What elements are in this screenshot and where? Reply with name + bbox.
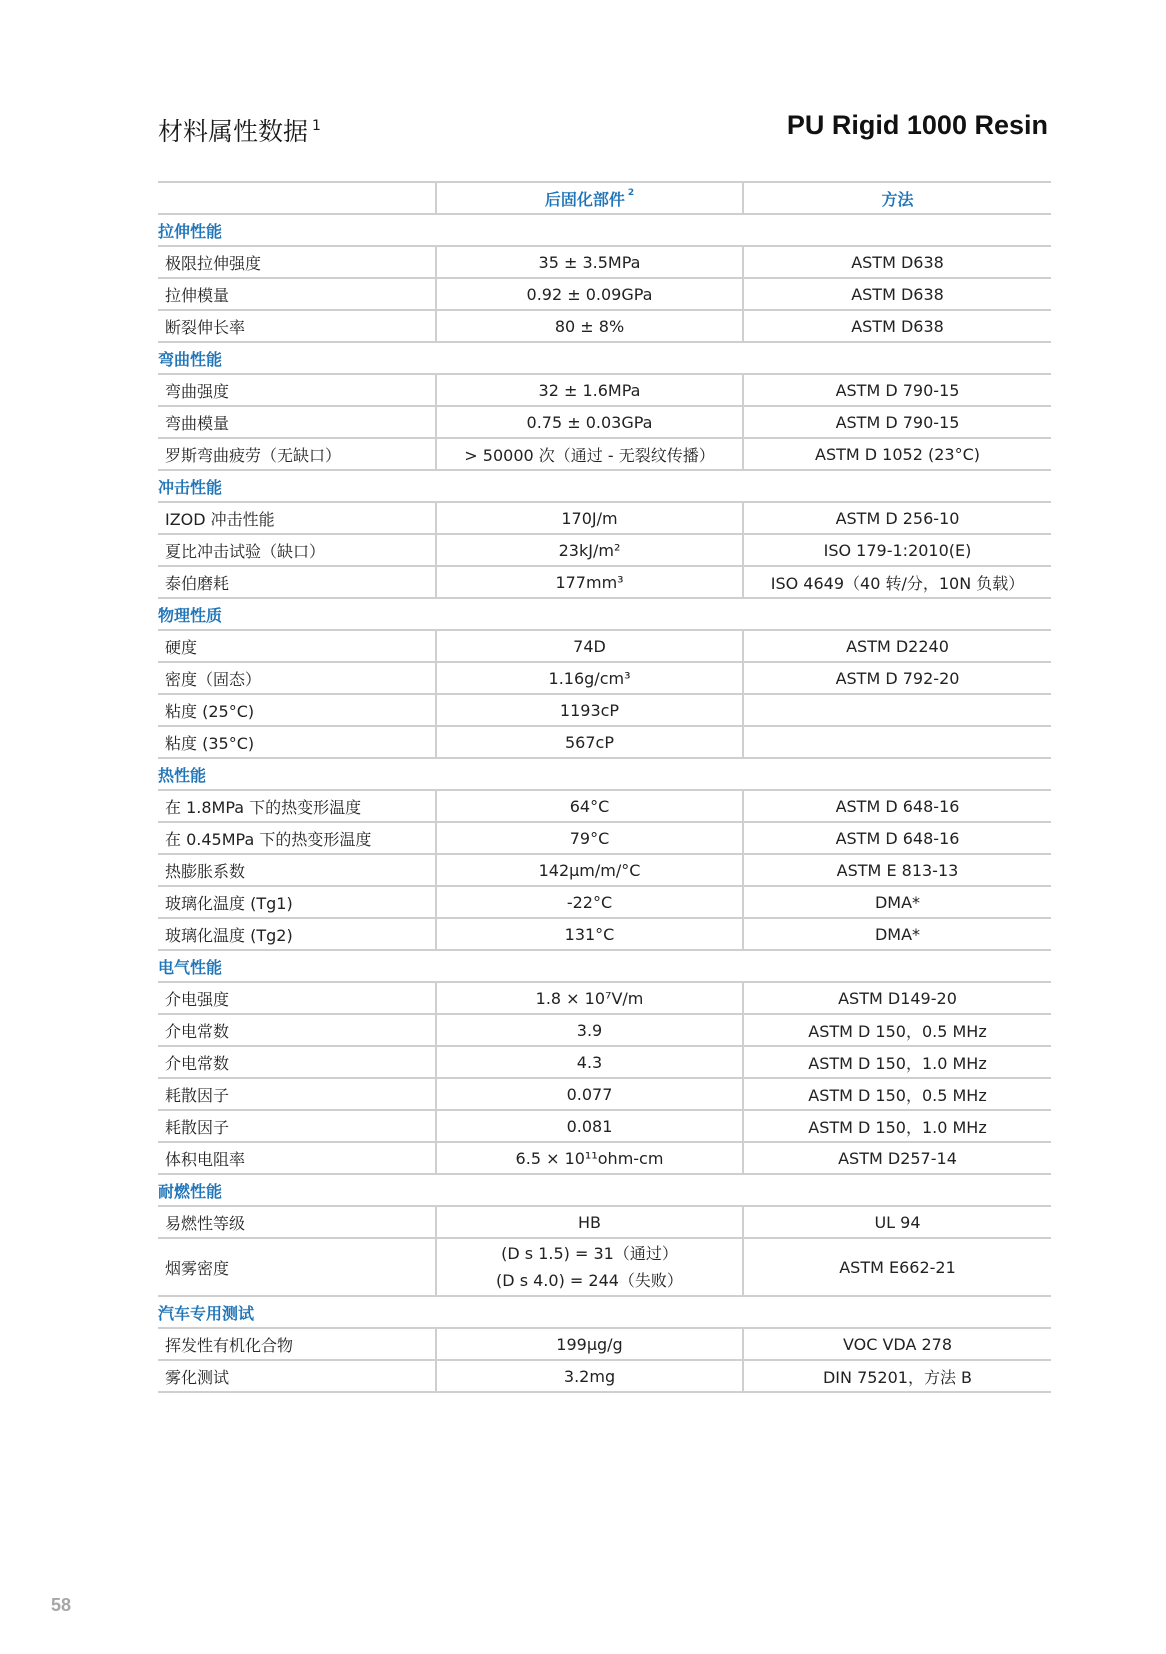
value-cell: 1.16g/cm³ [436, 662, 743, 694]
section-header-row [158, 598, 1051, 630]
table-row [158, 502, 1051, 534]
table-row [158, 534, 1051, 566]
table-row [158, 246, 1051, 278]
table-row [158, 886, 1051, 918]
property-cell: 介电强度 [158, 982, 436, 1014]
method-cell: ASTM D 150，1.0 MHz [743, 1110, 1051, 1142]
table-row [158, 374, 1051, 406]
property-cell: 硬度 [158, 630, 436, 662]
table-row [158, 694, 1051, 726]
section-header-row [158, 214, 1051, 246]
table-header-row [158, 182, 1051, 214]
value-cell: -22°C [436, 886, 743, 918]
property-cell: 玻璃化温度 (Tg2) [158, 918, 436, 950]
property-cell: 耗散因子 [158, 1110, 436, 1142]
property-cell: 粘度 (35°C) [158, 726, 436, 758]
page-number: 58 [51, 1595, 72, 1615]
property-cell: 耗散因子 [158, 1078, 436, 1110]
value-cell: 170J/m [436, 502, 743, 534]
section-header-row [158, 1296, 1051, 1328]
table-row [158, 1110, 1051, 1142]
property-cell: 弯曲模量 [158, 406, 436, 438]
section-title: 耐燃性能 [158, 1174, 1051, 1206]
property-cell: 介电常数 [158, 1014, 436, 1046]
value-cell: 0.92 ± 0.09GPa [436, 278, 743, 310]
value-cell: 3.9 [436, 1014, 743, 1046]
table-body [158, 214, 1051, 1392]
method-cell: ISO 4649（40 转/分，10N 负载） [743, 566, 1051, 598]
value-cell: 79°C [436, 822, 743, 854]
method-cell: ASTM D 150，0.5 MHz [743, 1014, 1051, 1046]
section-header-row [158, 342, 1051, 374]
property-cell: 粘度 (25°C) [158, 694, 436, 726]
page-header [158, 108, 1048, 148]
method-cell: ASTM D638 [743, 278, 1051, 310]
table-row [158, 1014, 1051, 1046]
material-properties-table [158, 181, 1051, 1393]
method-cell [743, 726, 1051, 758]
method-cell: ASTM D638 [743, 310, 1051, 342]
value-cell: 567cP [436, 726, 743, 758]
method-column-header: 方法 [743, 182, 1051, 214]
method-cell: DMA* [743, 886, 1051, 918]
property-cell: 玻璃化温度 (Tg1) [158, 886, 436, 918]
property-cell: 易燃性等级 [158, 1206, 436, 1238]
value-cell: 199μg/g [436, 1328, 743, 1360]
section-header-row [158, 470, 1051, 502]
table-row [158, 1328, 1051, 1360]
property-cell: 雾化测试 [158, 1360, 436, 1392]
table-row [158, 982, 1051, 1014]
property-cell: 夏比冲击试验（缺口） [158, 534, 436, 566]
product-name: PU Rigid 1000 Resin [786, 110, 1048, 140]
value-cell: 0.077 [436, 1078, 743, 1110]
section-title: 热性能 [158, 758, 1051, 790]
section-header-row [158, 950, 1051, 982]
table-row [158, 790, 1051, 822]
method-cell: DMA* [743, 918, 1051, 950]
property-cell: 烟雾密度 [158, 1238, 436, 1296]
table-row [158, 854, 1051, 886]
title-footnote-marker: 1 [312, 118, 321, 134]
section-header-row [158, 758, 1051, 790]
value-cell: HB [436, 1206, 743, 1238]
page-title: 材料属性数据 $^1$ [158, 117, 321, 146]
property-cell: 弯曲强度 [158, 374, 436, 406]
value-footnote-marker: 2 [627, 187, 635, 198]
table-row [158, 1142, 1051, 1174]
property-cell: 在 0.45MPa 下的热变形温度 [158, 822, 436, 854]
value-cell: 142μm/m/°C [436, 854, 743, 886]
property-cell: 泰伯磨耗 [158, 566, 436, 598]
table-row [158, 406, 1051, 438]
table-row [158, 1360, 1051, 1392]
method-cell: ASTM D2240 [743, 630, 1051, 662]
property-cell: 在 1.8MPa 下的热变形温度 [158, 790, 436, 822]
method-cell: ASTM E 813-13 [743, 854, 1051, 886]
value-cell: > 50000 次（通过 - 无裂纹传播） [436, 438, 743, 470]
section-title: 物理性质 [158, 598, 1051, 630]
table-row [158, 1078, 1051, 1110]
method-cell: ASTM D638 [743, 246, 1051, 278]
method-cell: ASTM D 150，0.5 MHz [743, 1078, 1051, 1110]
value-cell: 80 ± 8% [436, 310, 743, 342]
property-cell: 热膨胀系数 [158, 854, 436, 886]
method-cell: ASTM D 1052 (23°C) [743, 438, 1051, 470]
value-cell: 6.5 × 10¹¹ohm-cm [436, 1142, 743, 1174]
property-cell: 挥发性有机化合物 [158, 1328, 436, 1360]
method-cell: UL 94 [743, 1206, 1051, 1238]
table-row [158, 822, 1051, 854]
property-cell: IZOD 冲击性能 [158, 502, 436, 534]
method-cell: ASTM D 648-16 [743, 822, 1051, 854]
table-row [158, 630, 1051, 662]
method-cell: DIN 75201，方法 B [743, 1360, 1051, 1392]
property-cell: 介电常数 [158, 1046, 436, 1078]
section-title: 汽车专用测试 [158, 1296, 1051, 1328]
value-cell: 23kJ/m² [436, 534, 743, 566]
value-cell: 177mm³ [436, 566, 743, 598]
section-header-row [158, 1174, 1051, 1206]
table-row [158, 726, 1051, 758]
value-cell: 0.75 ± 0.03GPa [436, 406, 743, 438]
section-title: 电气性能 [158, 950, 1051, 982]
table-row [158, 918, 1051, 950]
property-column-header [158, 182, 436, 214]
method-cell: ISO 179-1:2010(E) [743, 534, 1051, 566]
method-cell: ASTM D257-14 [743, 1142, 1051, 1174]
property-cell: 极限拉伸强度 [158, 246, 436, 278]
value-cell: 32 ± 1.6MPa [436, 374, 743, 406]
method-cell: ASTM D 256-10 [743, 502, 1051, 534]
method-cell: ASTM E662-21 [743, 1238, 1051, 1296]
property-cell: 拉伸模量 [158, 278, 436, 310]
method-cell: ASTM D 790-15 [743, 406, 1051, 438]
value-cell: 64°C [436, 790, 743, 822]
table-row [158, 1046, 1051, 1078]
property-cell: 断裂伸长率 [158, 310, 436, 342]
value-cell: 74D [436, 630, 743, 662]
method-cell: VOC VDA 278 [743, 1328, 1051, 1360]
table-row [158, 1206, 1051, 1238]
table-row [158, 438, 1051, 470]
method-cell: ASTM D 790-15 [743, 374, 1051, 406]
value-cell [436, 1238, 743, 1296]
value-line: (D s 4.0) = 244（失败） [496, 1271, 683, 1290]
value-line: (D s 1.5) = 31（通过） [501, 1244, 678, 1263]
section-title: 冲击性能 [158, 470, 1051, 502]
method-cell: ASTM D149-20 [743, 982, 1051, 1014]
value-cell: 3.2mg [436, 1360, 743, 1392]
value-cell: 131°C [436, 918, 743, 950]
table-row [158, 566, 1051, 598]
method-cell: ASTM D 792-20 [743, 662, 1051, 694]
table-row [158, 1238, 1051, 1296]
property-cell: 密度（固态） [158, 662, 436, 694]
method-cell [743, 694, 1051, 726]
property-cell: 罗斯弯曲疲劳（无缺口） [158, 438, 436, 470]
table-row [158, 310, 1051, 342]
value-cell: 1193cP [436, 694, 743, 726]
property-cell: 体积电阻率 [158, 1142, 436, 1174]
table-row [158, 662, 1051, 694]
value-cell: 1.8 × 10⁷V/m [436, 982, 743, 1014]
section-title: 弯曲性能 [158, 342, 1051, 374]
section-title: 拉伸性能 [158, 214, 1051, 246]
value-cell: 4.3 [436, 1046, 743, 1078]
method-cell: ASTM D 150，1.0 MHz [743, 1046, 1051, 1078]
method-cell: ASTM D 648-16 [743, 790, 1051, 822]
value-cell: 0.081 [436, 1110, 743, 1142]
table-row [158, 278, 1051, 310]
value-cell: 35 ± 3.5MPa [436, 246, 743, 278]
value-column-header: 后固化部件 $^2$ [436, 182, 743, 214]
